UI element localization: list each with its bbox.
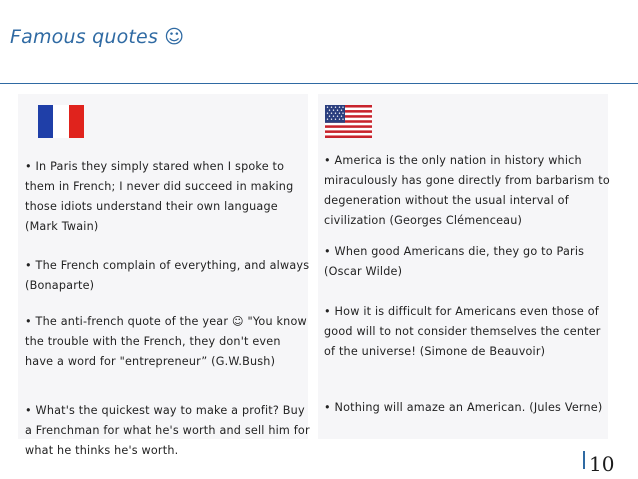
france-quote-2: • The French complain of everything, and always (Bonaparte) — [25, 259, 310, 292]
slide-title: Famous quotes ☺ — [10, 26, 185, 48]
france-quote-4: • What's the quickest way to make a profit? Buy a Frenchman for what he's worth and sell him for what he thinks he's worth. — [25, 404, 310, 457]
france-flag-icon — [38, 105, 84, 138]
usa-quote-3: • How it is difficult for Americans even those of good will to not consider themselves the center of the universe! (Simone de Beauvoir) — [324, 305, 601, 358]
page-number: 10 — [589, 452, 615, 476]
page-number-marker — [583, 451, 585, 469]
france-quote-1: • In Paris they simply stared when I spoke to them in French; I never did succeed in making those idiots understand their own language (Mark Twain) — [25, 160, 294, 233]
usa-flag-icon — [325, 105, 372, 138]
usa-quote-1: • America is the only nation in history which miraculously has gone directly from barbarism to degeneration without the usual interval of civilization (Georges Clémenceau) — [324, 154, 610, 227]
usa-quote-4: • Nothing will amaze an American. (Jules Verne) — [324, 401, 603, 414]
france-quote-3: • The anti-french quote of the year ☺ "You know the trouble with the French, they don't even have a word for "entrepreneur” (G.W.Bush) — [25, 315, 307, 368]
title-divider — [0, 83, 638, 84]
usa-quote-2: • When good Americans die, they go to Paris (Oscar Wilde) — [324, 245, 585, 278]
